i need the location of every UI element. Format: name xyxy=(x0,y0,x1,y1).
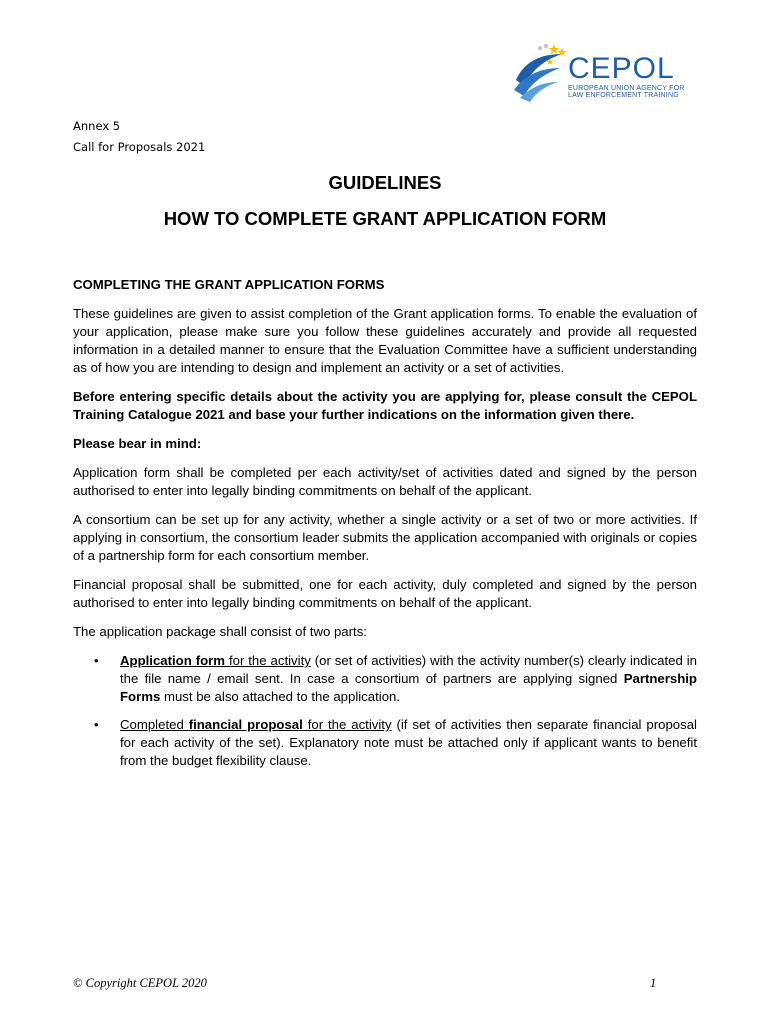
logo-subtitle-line2: LAW ENFORCEMENT TRAINING xyxy=(568,92,679,99)
document-body xyxy=(73,276,697,780)
call-label: Call for Proposals 2021 xyxy=(73,140,206,154)
bullet1-text-end: must be also attached to the application. xyxy=(160,689,401,704)
footer-copyright: © Copyright CEPOL 2020 xyxy=(73,976,207,990)
logo-subtitle-line1: EUROPEAN UNION AGENCY FOR xyxy=(568,85,685,92)
list-item xyxy=(73,716,697,770)
bullet1-text: (or set of activities) with the activity number(s) clearly indicated in the file name / email sent. In case a consortium of partners are applying signed xyxy=(120,653,697,686)
list-item xyxy=(73,652,697,706)
bear-in-mind-heading: Please bear in mind: xyxy=(73,436,202,451)
application-form-link-bold: Application form xyxy=(120,653,226,668)
package-parts-list xyxy=(73,652,697,770)
application-form-paragraph: Application form shall be completed per each activity/set of activities dated and signed by the person authorised to enter into legally binding commitments on behalf of the applicant. xyxy=(73,465,697,498)
bullet-icon: • xyxy=(94,717,99,732)
annex-label: Annex 5 xyxy=(73,119,121,133)
logo-subtitle xyxy=(568,85,685,99)
financial-proposal-link-bold: financial proposal xyxy=(188,717,303,732)
cepol-emblem-icon xyxy=(510,40,570,102)
financial-proposal-paragraph: Financial proposal shall be submitted, one for each activity, duly completed and signed by the person authorised to enter into legally binding commitments on behalf of the applicant. xyxy=(73,577,697,610)
bullet2-text: (if set of activities then separate financial proposal for each activity of the set). Explanatory note must be attached only if applicant wants to benefit from the budget flexibility clause. xyxy=(120,717,697,768)
intro-paragraph: These guidelines are given to assist completion of the Grant application forms. To enable the evaluation of your application, please make sure you follow these guidelines accurately and provide all requested information in a detailed manner to ensure that the Evaluation Committee have a sufficient understanding as of how you are intending to design and implement an activity or a set of activities. xyxy=(73,306,697,375)
financial-proposal-link-pre: Completed xyxy=(120,717,189,732)
page-subtitle: HOW TO COMPLETE GRANT APPLICATION FORM xyxy=(163,208,607,229)
page-number: 1 xyxy=(650,976,657,990)
financial-proposal-link[interactable] xyxy=(120,717,392,732)
cepol-logo xyxy=(510,40,700,102)
financial-proposal-link-rest: for the activity xyxy=(302,717,392,732)
consortium-paragraph: A consortium can be set up for any activity, whether a single activity or a set of two or more activities. If applying in consortium, the consortium leader submits the application accompanied with originals or copies of a partnership form for each consortium member. xyxy=(73,512,697,563)
package-paragraph: The application package shall consist of two parts: xyxy=(73,624,367,639)
annex-header xyxy=(73,116,205,158)
consult-paragraph: Before entering specific details about the activity you are applying for, please consult the CEPOL Training Catalogue 2021 and base your further indications on the information given there. xyxy=(73,389,697,422)
partnership-forms-text: Partnership Forms xyxy=(120,671,697,704)
bullet-icon: • xyxy=(94,653,99,668)
logo-wordmark: CEPOL xyxy=(568,52,675,85)
application-form-link[interactable] xyxy=(120,653,311,668)
application-form-link-rest: for the activity xyxy=(225,653,311,668)
section-heading: COMPLETING THE GRANT APPLICATION FORMS xyxy=(73,277,385,292)
page-title: GUIDELINES xyxy=(328,172,442,193)
